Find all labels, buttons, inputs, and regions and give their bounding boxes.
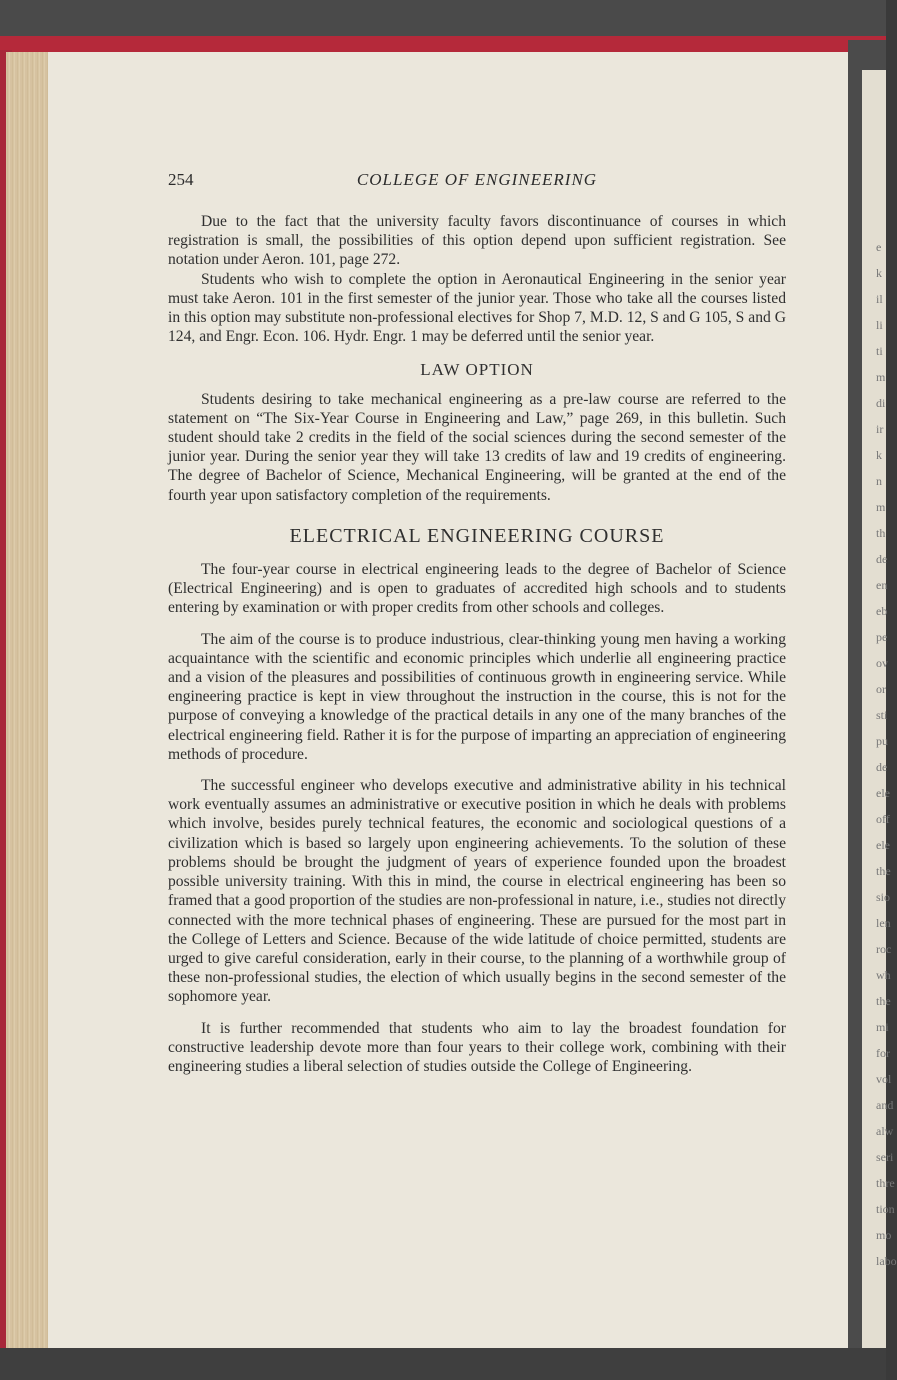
page-body: [168, 212, 786, 1076]
next-page-text-fragment: seri: [876, 1150, 894, 1164]
next-page-text-fragment: th: [876, 526, 886, 540]
paragraph: The successful engineer who develops executive and administrative ability in his technical work eventually assumes an administrative or executive position in which he deals with problems which involve, besides purely technical features, the economic and sociological questions of a civilization which is based so largely upon engineering achievements. To the solution of these problems should be brought the judgment of years of experience founded upon the broadest possible university training. With this in mind, the course in electrical engineering has been so framed that a good proportion of the studies are non-professional in nature, i.e., studies not directly connected with the more technical phases of engineering. These are pursued for the most part in the College of Letters and Science. Because of the wide latitude of choice permitted, students are urged to give careful consideration, early in their course, to the planning of a worthwhile group of these non-professional studies, the election of which usually begins in the second semester of the sophomore year.: [168, 777, 786, 1006]
next-page-text-fragment: ele: [876, 838, 890, 852]
page-edges: [6, 52, 50, 1348]
next-page-text-fragment: en: [876, 578, 888, 592]
paragraph: The aim of the course is to produce industrious, clear-thinking young men having a working acquaintance with the scientific and economic principles which underlie all engineering practice and a vision of the pleasures and possibilities of continuous growth in engineering service. While engineering practice is kept in view throughout the instruction in the course, this is not for the purpose of conveying a knowledge of the practical details in any one of the many branches of the electrical engineering field. Rather it is for the purpose of imparting an appreciation of engineering methods of procedure.: [168, 630, 786, 763]
next-page-text-fragment: mi: [876, 1020, 889, 1034]
next-page-text-fragment: tion: [876, 1202, 895, 1216]
next-page-text-fragment: k: [876, 266, 882, 280]
next-page-text-fragment: de: [876, 552, 888, 566]
page-number: 254: [168, 170, 194, 189]
next-page-text-fragment: pu: [876, 734, 888, 748]
next-page-text-fragment: off: [876, 812, 890, 826]
next-page-text-fragment: or: [876, 682, 886, 696]
next-page-text-fragment: labo: [876, 1254, 897, 1268]
next-page-text-fragment: sio: [876, 890, 891, 904]
next-page-fragment: [862, 70, 897, 1370]
next-page-text-fragment: vol: [876, 1072, 892, 1086]
next-page-text-fragment: ov: [876, 656, 888, 670]
next-page-text-fragment: e: [876, 240, 882, 254]
next-page-text-fragment: de: [876, 760, 888, 774]
next-page-text-fragment: k: [876, 448, 882, 462]
scan-background-bottom: [0, 1348, 886, 1380]
next-page-text-fragment: the: [876, 864, 891, 878]
next-page-text-fragment: n: [876, 474, 882, 488]
section-heading-electrical: ELECTRICAL ENGINEERING COURSE: [289, 524, 665, 547]
next-page-text-fragment: alw: [876, 1124, 894, 1138]
paragraph: Students desiring to take mechanical engineering as a pre-law course are referred to the statement on “The Six-Year Course in Engineering and Law,” page 269, in this bulletin. Such student should take 2 credits in the field of the social sciences during the second semester of the junior year. During the senior year they will take 13 credits of law and 19 credits of engineering. The degree of Bachelor of Science, Mechanical Engineering, will be granted at the end of the fourth year upon satisfactory completion of the requirements.: [168, 390, 786, 504]
scan-background-top: [0, 0, 886, 40]
next-page-text-fragment: eb: [876, 604, 888, 618]
next-page-text-fragment: ir: [876, 422, 884, 436]
next-page-text-fragment: roc: [876, 942, 892, 956]
next-page-text-fragment: and: [876, 1098, 894, 1112]
paragraph: It is further recommended that students who aim to lay the broadest foundation for constructive leadership devote more than four years to their college work, combining with their engineering studies a liberal selection of studies outside the College of Engineering.: [168, 1019, 786, 1075]
next-page-text-fragment: ele: [876, 786, 890, 800]
next-page-text-fragment: ti: [876, 344, 883, 358]
next-page-text-fragment: for: [876, 1046, 890, 1060]
next-page-text-fragment: the: [876, 994, 891, 1008]
next-page-text-fragment: m: [876, 500, 886, 514]
next-page-text-fragment: len: [876, 916, 891, 930]
next-page-text-fragment: m: [876, 370, 886, 384]
next-page-text-fragment: di: [876, 396, 886, 410]
running-title: COLLEGE OF ENGINEERING: [356, 170, 598, 189]
page-header: [168, 170, 786, 192]
paragraph: Students who wish to complete the option in Aeronautical Engineering in the senior year must take Aeron. 101 in the first semester of the junior year. Those who take all the courses listed in this option may substitute non-professional electives for Shop 7, M.D. 12, S and G 105, S and G 124, and Engr. Econ. 106. Hydr. Engr. 1 may be deferred until the senior year.: [168, 270, 786, 346]
next-page-text-fragment: wh: [876, 968, 891, 982]
next-page-text-fragment: pe: [876, 630, 888, 644]
next-page-text-fragment: li: [876, 318, 883, 332]
paragraph: The four-year course in electrical engineering leads to the degree of Bachelor of Science (Electrical Engineering) and is open to graduates of accredited high schools and to students entering by examination or with proper credits from other schools and colleges.: [168, 561, 786, 617]
next-page-text-fragment: thre: [876, 1176, 895, 1190]
section-heading-law: LAW OPTION: [420, 360, 534, 380]
next-page-text-fragment: il: [876, 292, 883, 306]
paragraph: Due to the fact that the university faculty favors discontinuance of courses in which registration is small, the possibilities of this option depend upon sufficient registration. See notation under Aeron. 101, page 272.: [168, 213, 786, 269]
next-page-text-fragment: sti: [876, 708, 888, 722]
next-page-text-fragment: mo: [876, 1228, 892, 1242]
